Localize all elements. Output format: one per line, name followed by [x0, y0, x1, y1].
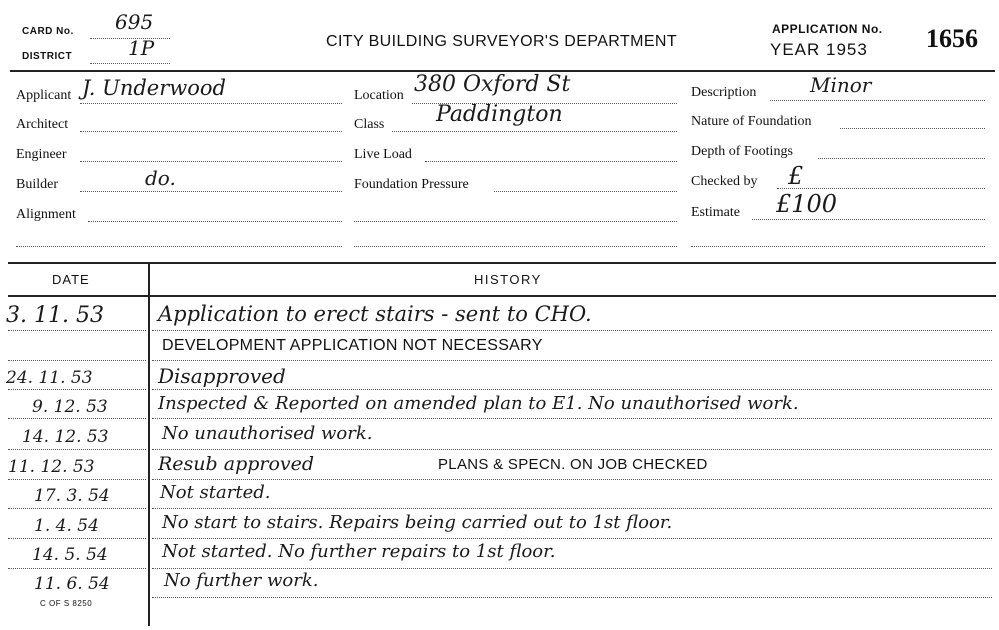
class-label: Class [354, 117, 385, 132]
row-line [152, 418, 992, 419]
row-line [8, 568, 146, 569]
row-line [152, 479, 992, 480]
architect-label: Architect [16, 117, 69, 132]
application-no-value: 1656 [926, 24, 978, 53]
applicant-value: J. Underwood [82, 76, 226, 100]
history-text: Application to erect stairs - sent to CHO. [158, 302, 592, 326]
row-line [152, 449, 992, 450]
history-text: Disapproved [158, 364, 286, 388]
row-line [8, 418, 146, 419]
card-no-label: CARD No. [22, 26, 74, 37]
nature-of-foundation-label: Nature of Foundation [691, 114, 812, 129]
row-line [8, 389, 146, 390]
checked-by-label: Checked by [691, 174, 758, 189]
description-label: Description [691, 85, 757, 100]
history-text: No further work. [164, 570, 319, 591]
builder-line [80, 191, 342, 192]
history-date: 1. 4. 54 [34, 516, 99, 536]
history-text: Not started. No further repairs to 1st floor. [162, 541, 556, 562]
year-label: YEAR 1953 [770, 40, 868, 59]
history-date: 14. 5. 54 [32, 545, 108, 565]
district-label: DISTRICT [22, 51, 73, 62]
row-line [8, 479, 146, 480]
row-line [152, 360, 992, 361]
checked-by-value: £ [788, 162, 804, 190]
history-text: Inspected & Reported on amended plan to E1. No unauthorised work. [158, 393, 799, 414]
alignment-label: Alignment [16, 207, 76, 222]
location-value: 380 Oxford St [414, 72, 571, 97]
estimate-value: £100 [776, 190, 838, 218]
table-header-rule [8, 295, 996, 297]
foundation-pressure-label: Foundation Pressure [354, 177, 469, 192]
blank-line-left [16, 246, 342, 247]
engineer-line [80, 161, 342, 162]
engineer-label: Engineer [16, 147, 67, 162]
row-line [152, 508, 992, 509]
history-text-typed: DEVELOPMENT APPLICATION NOT NECESSARY [162, 337, 543, 354]
history-date: 17. 3. 54 [34, 486, 110, 506]
history-date: 9. 12. 53 [32, 397, 108, 417]
table-column-divider [148, 264, 150, 626]
blank-line-mid-2 [354, 246, 677, 247]
class-line [392, 131, 677, 132]
live-load-label: Live Load [354, 147, 412, 162]
foundation-pressure-line [494, 191, 677, 192]
row-line [152, 330, 992, 331]
district-line [90, 63, 170, 64]
history-date: 24. 11. 53 [6, 368, 93, 388]
history-stamp: PLANS & SPECN. ON JOB CHECKED [438, 456, 708, 473]
history-date: 14. 12. 53 [22, 427, 109, 447]
row-line [8, 538, 146, 539]
row-line [152, 568, 992, 569]
history-text: No unauthorised work. [162, 423, 373, 444]
nature-line [840, 128, 985, 129]
table-top-rule [8, 262, 996, 264]
depth-of-footings-label: Depth of Footings [691, 144, 793, 159]
history-text: Resub approved [158, 453, 315, 475]
alignment-line [88, 221, 342, 222]
row-line [8, 330, 146, 331]
history-date: 3. 11. 53 [6, 303, 104, 328]
form-code: C OF S 8250 [40, 599, 93, 608]
class-value: Paddington [436, 102, 563, 127]
row-line [152, 389, 992, 390]
blank-line-mid-1 [354, 221, 677, 222]
department-title: CITY BUILDING SURVEYOR'S DEPARTMENT [326, 33, 678, 50]
description-value: Minor [810, 73, 872, 97]
row-line [8, 449, 146, 450]
location-label: Location [354, 88, 404, 103]
date-header: DATE [52, 272, 90, 287]
history-text: No start to stairs. Repairs being carried out to 1st floor. [162, 512, 673, 533]
history-header: HISTORY [474, 272, 542, 287]
estimate-label: Estimate [691, 205, 740, 220]
architect-line [80, 131, 342, 132]
estimate-line [752, 219, 985, 220]
builder-value: do. [145, 166, 176, 190]
applicant-label: Applicant [16, 88, 72, 103]
blank-line-right [691, 246, 985, 247]
checked-line [777, 188, 985, 189]
district-value: 1P [128, 36, 155, 60]
card-no-value: 695 [115, 10, 154, 34]
builder-label: Builder [16, 177, 58, 192]
depth-line [818, 158, 985, 159]
live-load-line [425, 161, 677, 162]
history-date: 11. 6. 54 [34, 574, 110, 594]
row-line [152, 538, 992, 539]
history-date: 11. 12. 53 [8, 457, 95, 477]
applicant-line [80, 103, 342, 104]
history-text: Not started. [160, 482, 271, 503]
row-line [8, 360, 146, 361]
application-no-label: APPLICATION No. [772, 22, 883, 36]
row-line [8, 508, 146, 509]
row-line [152, 597, 992, 598]
description-line [770, 100, 985, 101]
